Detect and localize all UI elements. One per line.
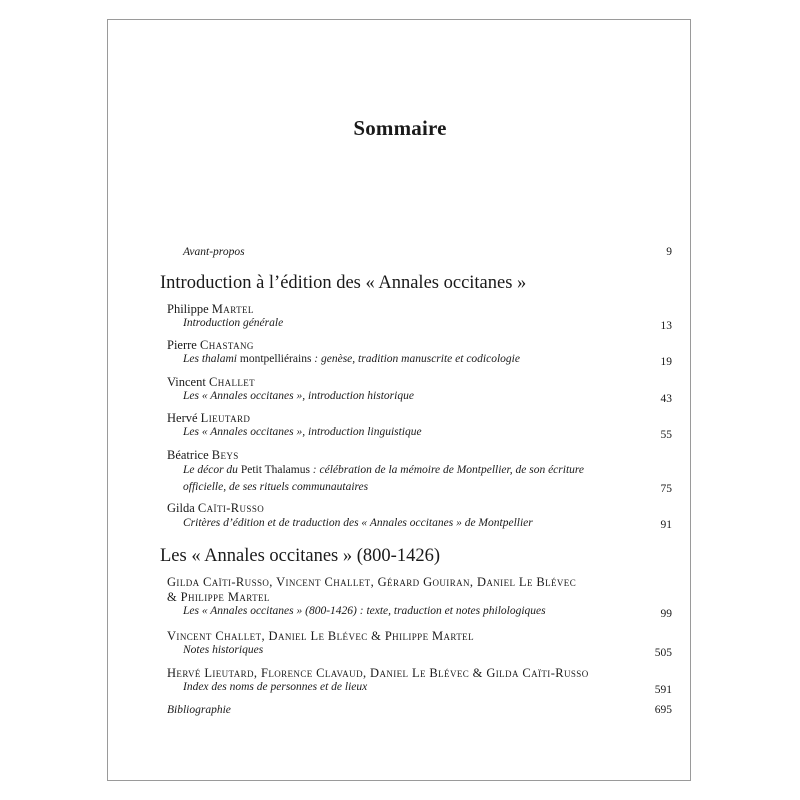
page-title: Sommaire (353, 116, 447, 140)
author: Hervé Lieutard (167, 411, 251, 425)
author: Vincent Challet (167, 375, 256, 389)
toc-entry-title: Les « Annales occitanes », introduction linguistique (183, 426, 422, 438)
toc-entry-title: Introduction générale (183, 317, 284, 329)
toc-entry-page: 13 (660, 320, 672, 332)
toc-entry-title: Notes historiques (183, 644, 264, 656)
authors: Vincent Challet, Daniel Le Blévec & Philippe Martel (167, 629, 474, 643)
author: Pierre Chastang (167, 338, 254, 352)
section-2-title: Les « Annales occitanes » (800-1426) (160, 546, 440, 566)
avant-propos-page: 9 (666, 246, 672, 258)
author: Béatrice Beys (167, 448, 239, 462)
toc-entry-title: Les « Annales occitanes » (800-1426) : texte, traduction et notes philologiques (183, 605, 546, 617)
toc-entry-title: Critères d’édition et de traduction des « Annales occitanes » de Montpellier (183, 517, 533, 529)
toc-entry-page: 99 (660, 608, 672, 620)
bibliographie-page: 695 (654, 704, 672, 716)
toc-entry-page: 75 (660, 483, 672, 495)
author: Gilda Caïti-Russo (167, 501, 265, 515)
document-page (107, 19, 691, 781)
toc-entry-title: Le décor du Petit Thalamus : célébration de la mémoire de Montpellier, de son écriture (183, 464, 585, 476)
authors-continued: & Philippe Martel (167, 590, 270, 604)
toc-entry-page: 591 (654, 684, 672, 696)
author: Philippe Martel (167, 302, 254, 316)
authors: Hervé Lieutard, Florence Clavaud, Daniel Le Blévec & Gilda Caïti-Russo (167, 666, 589, 680)
toc-entry-page: 505 (654, 647, 672, 659)
section-1-title: Introduction à l’édition des « Annales occitanes » (160, 273, 527, 293)
toc-entry-page: 43 (660, 393, 672, 405)
bibliographie-title: Bibliographie (167, 704, 231, 716)
toc-entry-title: Index des noms de personnes et de lieux (183, 681, 368, 693)
toc-entry-page: 91 (660, 519, 672, 531)
authors: Gilda Caïti-Russo, Vincent Challet, Gérard Gouiran, Daniel Le Blévec (167, 575, 577, 589)
toc-entry-title: Les thalami montpelliérains : genèse, tradition manuscrite et codicologie (183, 353, 520, 365)
avant-propos-title: Avant-propos (183, 246, 245, 258)
toc-entry-page: 55 (660, 429, 672, 441)
toc-entry-page: 19 (660, 356, 672, 368)
toc-entry-title-continued: officielle, de ses rituels communautaires (183, 481, 369, 493)
toc-entry-title: Les « Annales occitanes », introduction historique (183, 390, 414, 402)
